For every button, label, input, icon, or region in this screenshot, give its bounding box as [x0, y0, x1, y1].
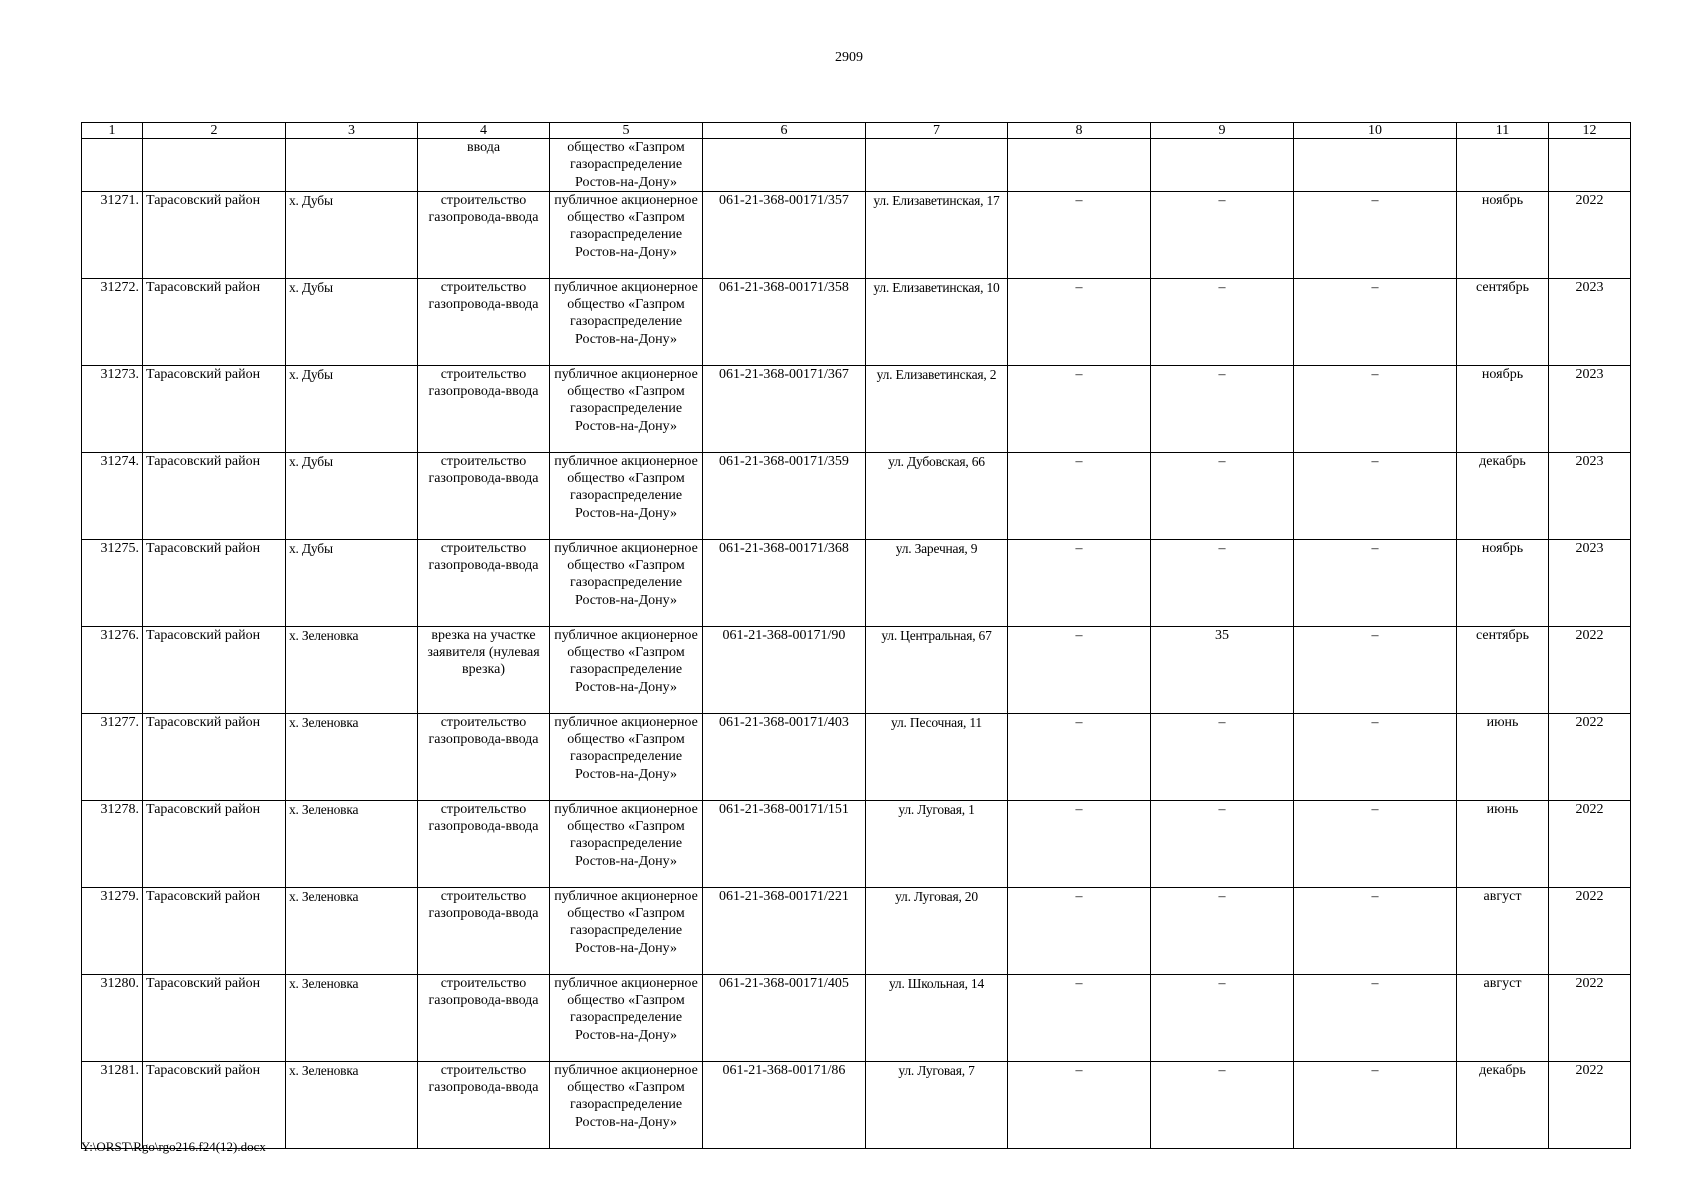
- cell-organization: публичное акционерное общество «Газпром газораспределение Ростов-на-Дону»: [550, 800, 703, 887]
- cell-col10: –: [1294, 191, 1457, 278]
- cell-type: врезка на участке заявителя (нулевая врезка): [418, 626, 550, 713]
- cell-code: 061-21-368-00171/221: [703, 887, 866, 974]
- cell-col8: –: [1008, 191, 1151, 278]
- cell-district: Тарасовский район: [143, 191, 286, 278]
- cell-col9: –: [1151, 539, 1294, 626]
- data-table: [81, 122, 1631, 1149]
- cell-type: строительство газопровода-ввода: [418, 887, 550, 974]
- cell-type: строительство газопровода-ввода: [418, 713, 550, 800]
- cell-num: 31272.: [82, 278, 143, 365]
- cell-address: ул. Луговая, 7: [866, 1061, 1008, 1148]
- cell-num: 31278.: [82, 800, 143, 887]
- column-header: 8: [1008, 123, 1151, 139]
- column-header: 3: [286, 123, 418, 139]
- cell-col8: [1008, 139, 1151, 192]
- cell-organization: публичное акционерное общество «Газпром газораспределение Ростов-на-Дону»: [550, 1061, 703, 1148]
- cell-col9: –: [1151, 278, 1294, 365]
- cell-district: Тарасовский район: [143, 626, 286, 713]
- cell-locality: х. Дубы: [286, 452, 418, 539]
- cell-type: строительство газопровода-ввода: [418, 191, 550, 278]
- cell-district: Тарасовский район: [143, 713, 286, 800]
- cell-year: 2022: [1549, 626, 1631, 713]
- cell-locality: х. Дубы: [286, 191, 418, 278]
- cell-district: Тарасовский район: [143, 974, 286, 1061]
- cell-month: июнь: [1457, 713, 1549, 800]
- cell-district: Тарасовский район: [143, 800, 286, 887]
- cell-num: 31271.: [82, 191, 143, 278]
- cell-organization: публичное акционерное общество «Газпром газораспределение Ростов-на-Дону»: [550, 713, 703, 800]
- cell-num: 31273.: [82, 365, 143, 452]
- cell-locality: х. Зеленовка: [286, 887, 418, 974]
- cell-address: [866, 139, 1008, 192]
- table-row: [82, 887, 1631, 974]
- cell-address: ул. Школьная, 14: [866, 974, 1008, 1061]
- cell-address: ул. Елизаветинская, 17: [866, 191, 1008, 278]
- cell-month: август: [1457, 974, 1549, 1061]
- cell-district: Тарасовский район: [143, 278, 286, 365]
- cell-col9: [1151, 139, 1294, 192]
- cell-code: 061-21-368-00171/151: [703, 800, 866, 887]
- cell-locality: х. Зеленовка: [286, 974, 418, 1061]
- cell-month: август: [1457, 887, 1549, 974]
- cell-col10: –: [1294, 974, 1457, 1061]
- cell-address: ул. Дубовская, 66: [866, 452, 1008, 539]
- table-row: [82, 191, 1631, 278]
- cell-address: ул. Елизаветинская, 2: [866, 365, 1008, 452]
- cell-type: строительство газопровода-ввода: [418, 452, 550, 539]
- cell-address: ул. Луговая, 20: [866, 887, 1008, 974]
- cell-type: ввода: [418, 139, 550, 192]
- cell-num: 31281.: [82, 1061, 143, 1148]
- column-header: 5: [550, 123, 703, 139]
- cell-month: ноябрь: [1457, 539, 1549, 626]
- cell-code: [703, 139, 866, 192]
- column-header: 9: [1151, 123, 1294, 139]
- cell-year: [1549, 139, 1631, 192]
- cell-col10: [1294, 139, 1457, 192]
- column-header: 4: [418, 123, 550, 139]
- column-header: 12: [1549, 123, 1631, 139]
- cell-code: 061-21-368-00171/90: [703, 626, 866, 713]
- cell-col10: –: [1294, 800, 1457, 887]
- cell-num: [82, 139, 143, 192]
- cell-year: 2022: [1549, 1061, 1631, 1148]
- table-row: [82, 1061, 1631, 1148]
- cell-num: 31279.: [82, 887, 143, 974]
- cell-month: июнь: [1457, 800, 1549, 887]
- cell-code: 061-21-368-00171/405: [703, 974, 866, 1061]
- cell-col9: –: [1151, 452, 1294, 539]
- cell-col8: –: [1008, 1061, 1151, 1148]
- cell-month: декабрь: [1457, 452, 1549, 539]
- cell-type: строительство газопровода-ввода: [418, 800, 550, 887]
- cell-month: сентябрь: [1457, 626, 1549, 713]
- cell-organization: публичное акционерное общество «Газпром газораспределение Ростов-на-Дону»: [550, 974, 703, 1061]
- cell-col8: –: [1008, 452, 1151, 539]
- cell-organization: публичное акционерное общество «Газпром газораспределение Ростов-на-Дону»: [550, 887, 703, 974]
- cell-col9: –: [1151, 800, 1294, 887]
- cell-col9: 35: [1151, 626, 1294, 713]
- cell-locality: х. Зеленовка: [286, 713, 418, 800]
- column-header: 11: [1457, 123, 1549, 139]
- cell-locality: х. Дубы: [286, 365, 418, 452]
- table-row: [82, 278, 1631, 365]
- footer-file-path: Y:\ORST\Rgo\rgo216.f24(12).docx: [81, 1139, 266, 1154]
- cell-col10: –: [1294, 1061, 1457, 1148]
- cell-year: 2022: [1549, 974, 1631, 1061]
- cell-year: 2022: [1549, 800, 1631, 887]
- column-header: 7: [866, 123, 1008, 139]
- cell-num: 31280.: [82, 974, 143, 1061]
- cell-locality: х. Дубы: [286, 278, 418, 365]
- cell-district: [143, 139, 286, 192]
- cell-address: ул. Заречная, 9: [866, 539, 1008, 626]
- cell-year: 2022: [1549, 191, 1631, 278]
- cell-code: 061-21-368-00171/368: [703, 539, 866, 626]
- cell-locality: х. Зеленовка: [286, 1061, 418, 1148]
- cell-district: Тарасовский район: [143, 452, 286, 539]
- cell-organization: публичное акционерное общество «Газпром газораспределение Ростов-на-Дону»: [550, 539, 703, 626]
- table-row: [82, 626, 1631, 713]
- cell-organization: публичное акционерное общество «Газпром газораспределение Ростов-на-Дону»: [550, 626, 703, 713]
- cell-month: ноябрь: [1457, 365, 1549, 452]
- cell-locality: [286, 139, 418, 192]
- cell-col10: –: [1294, 365, 1457, 452]
- cell-organization: публичное акционерное общество «Газпром газораспределение Ростов-на-Дону»: [550, 452, 703, 539]
- cell-type: строительство газопровода-ввода: [418, 278, 550, 365]
- cell-year: 2022: [1549, 887, 1631, 974]
- cell-code: 061-21-368-00171/359: [703, 452, 866, 539]
- table-row: [82, 452, 1631, 539]
- cell-month: сентябрь: [1457, 278, 1549, 365]
- cell-col8: –: [1008, 278, 1151, 365]
- cell-organization: публичное акционерное общество «Газпром газораспределение Ростов-на-Дону»: [550, 365, 703, 452]
- cell-type: строительство газопровода-ввода: [418, 1061, 550, 1148]
- cell-col8: –: [1008, 800, 1151, 887]
- cell-col9: –: [1151, 191, 1294, 278]
- table-row: [82, 365, 1631, 452]
- cell-col10: –: [1294, 539, 1457, 626]
- cell-organization: публичное акционерное общество «Газпром газораспределение Ростов-на-Дону»: [550, 191, 703, 278]
- cell-month: [1457, 139, 1549, 192]
- cell-col8: –: [1008, 626, 1151, 713]
- page-number: 2909: [835, 50, 863, 65]
- cell-col9: –: [1151, 974, 1294, 1061]
- cell-col10: –: [1294, 452, 1457, 539]
- cell-district: Тарасовский район: [143, 365, 286, 452]
- cell-col8: –: [1008, 365, 1151, 452]
- table-row: [82, 713, 1631, 800]
- cell-type: строительство газопровода-ввода: [418, 974, 550, 1061]
- cell-code: 061-21-368-00171/358: [703, 278, 866, 365]
- cell-district: Тарасовский район: [143, 539, 286, 626]
- cell-num: 31275.: [82, 539, 143, 626]
- cell-col10: –: [1294, 887, 1457, 974]
- cell-address: ул. Елизаветинская, 10: [866, 278, 1008, 365]
- cell-col8: –: [1008, 974, 1151, 1061]
- cell-organization: публичное акционерное общество «Газпром газораспределение Ростов-на-Дону»: [550, 278, 703, 365]
- cell-code: 061-21-368-00171/367: [703, 365, 866, 452]
- cell-col10: –: [1294, 713, 1457, 800]
- cell-type: строительство газопровода-ввода: [418, 365, 550, 452]
- table-row: [82, 800, 1631, 887]
- cell-col8: –: [1008, 713, 1151, 800]
- table-row: [82, 974, 1631, 1061]
- cell-num: 31277.: [82, 713, 143, 800]
- cell-code: 061-21-368-00171/357: [703, 191, 866, 278]
- cell-locality: х. Зеленовка: [286, 800, 418, 887]
- cell-num: 31274.: [82, 452, 143, 539]
- cell-organization: общество «Газпром газораспределение Ростов-на-Дону»: [550, 139, 703, 192]
- column-header: 10: [1294, 123, 1457, 139]
- cell-locality: х. Зеленовка: [286, 626, 418, 713]
- cell-col9: –: [1151, 1061, 1294, 1148]
- cell-code: 061-21-368-00171/403: [703, 713, 866, 800]
- cell-col9: –: [1151, 365, 1294, 452]
- cell-address: ул. Луговая, 1: [866, 800, 1008, 887]
- cell-col9: –: [1151, 887, 1294, 974]
- cell-code: 061-21-368-00171/86: [703, 1061, 866, 1148]
- cell-col8: –: [1008, 539, 1151, 626]
- cell-year: 2023: [1549, 539, 1631, 626]
- cell-year: 2023: [1549, 452, 1631, 539]
- cell-year: 2023: [1549, 365, 1631, 452]
- column-header: 1: [82, 123, 143, 139]
- cell-address: ул. Центральная, 67: [866, 626, 1008, 713]
- cell-year: 2022: [1549, 713, 1631, 800]
- cell-address: ул. Песочная, 11: [866, 713, 1008, 800]
- column-header: 6: [703, 123, 866, 139]
- column-number-row: [82, 123, 1631, 139]
- continuation-row: [82, 139, 1631, 192]
- cell-locality: х. Дубы: [286, 539, 418, 626]
- cell-num: 31276.: [82, 626, 143, 713]
- cell-col10: –: [1294, 278, 1457, 365]
- cell-month: ноябрь: [1457, 191, 1549, 278]
- cell-month: декабрь: [1457, 1061, 1549, 1148]
- cell-type: строительство газопровода-ввода: [418, 539, 550, 626]
- cell-district: Тарасовский район: [143, 887, 286, 974]
- cell-year: 2023: [1549, 278, 1631, 365]
- column-header: 2: [143, 123, 286, 139]
- cell-col8: –: [1008, 887, 1151, 974]
- cell-col9: –: [1151, 713, 1294, 800]
- table-row: [82, 539, 1631, 626]
- cell-col10: –: [1294, 626, 1457, 713]
- cell-district: Тарасовский район: [143, 1061, 286, 1148]
